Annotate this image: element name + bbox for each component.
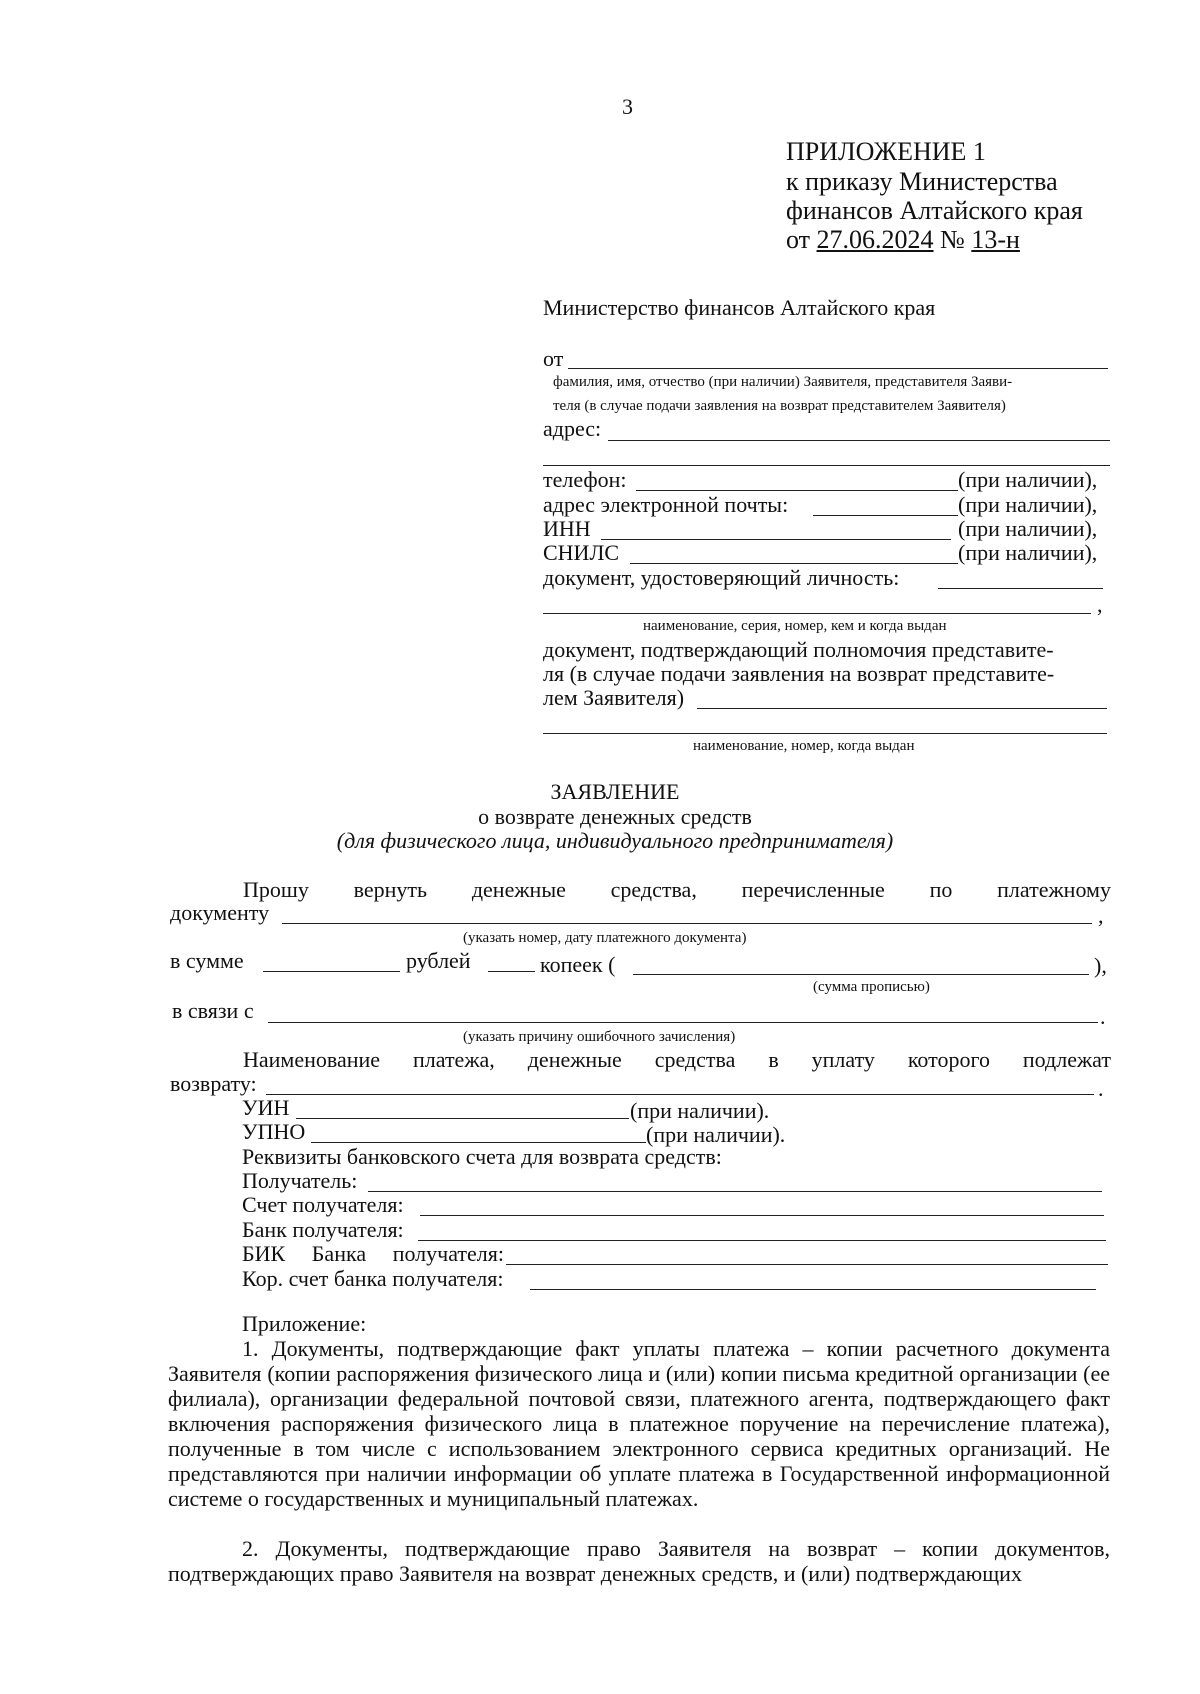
bik-field-line[interactable]	[506, 1264, 1108, 1265]
account-label: Счет получателя:	[242, 1192, 404, 1217]
upno-field-line[interactable]	[311, 1142, 646, 1143]
statement-note: (для физического лица, индивидуального предпринимателя)	[336, 828, 894, 853]
bik-word: получателя:	[392, 1241, 504, 1266]
kopecks-label: копеек (	[540, 952, 616, 977]
sum-hint: (сумма прописью)	[813, 979, 930, 995]
account-field-line[interactable]	[420, 1215, 1104, 1216]
payment-word: Наименование	[243, 1047, 381, 1072]
rep-doc-line-3: лем Заявителя)	[543, 685, 685, 710]
snils-field-line[interactable]	[630, 563, 958, 564]
request-word: Прошу	[243, 877, 309, 902]
id-doc-comma: ,	[1097, 592, 1103, 617]
request-word: вернуть	[353, 877, 428, 902]
appendix-title: ПРИЛОЖЕНИЕ 1	[786, 137, 986, 166]
id-doc-field-line-2[interactable]	[543, 613, 1091, 614]
snils-label: СНИЛС	[543, 540, 620, 565]
attachment-item-1: 1. Документы, подтверждающие факт уплаты платежа – копии расчетного документа Заявителя (копии распоряжения физического лица и (или) копии письма кредитной организации (ее филиала), организации федеральной почтовой связи, платежного агента, подтверждающего факт включения распоряжения физического лица в платежное поручение на перечисление платежа), полученные в том числе с использованием электронного сервиса кредитных организаций. Не представляются при наличии информации об уплате платежа в Государственной информационной системе о государственных и муниципальный платежах.	[168, 1336, 1110, 1511]
sum-close-paren: ),	[1094, 953, 1107, 978]
inn-field-line[interactable]	[601, 539, 951, 540]
phone-label: телефон:	[543, 467, 627, 492]
bik-label	[242, 1241, 504, 1267]
payment-word: денежные	[527, 1047, 622, 1072]
date-prefix: от	[786, 225, 811, 254]
sum-label: в сумме	[170, 948, 244, 973]
address-label: адрес:	[543, 416, 602, 441]
request-line	[243, 877, 1111, 903]
email-field-line[interactable]	[813, 515, 958, 516]
snils-optional: (при наличии),	[958, 540, 1098, 565]
number-sign: №	[940, 225, 965, 254]
refund-field-line[interactable]	[266, 1094, 1094, 1095]
rep-doc-field-line[interactable]	[697, 708, 1107, 709]
payment-name-line	[243, 1047, 1111, 1073]
document-hint: (указать номер, дату платежного документа)	[463, 930, 747, 946]
sum-words-line[interactable]	[633, 974, 1089, 975]
from-field-line[interactable]	[568, 368, 1108, 369]
document-field-line[interactable]	[282, 923, 1092, 924]
rep-doc-line-1: документ, подтверждающий полномочия представите-	[543, 637, 1054, 662]
rubles-label: рублей	[406, 948, 471, 973]
page-number: 3	[622, 94, 633, 119]
id-doc-label: документ, удостоверяющий личность:	[543, 565, 900, 590]
from-label: от	[543, 346, 564, 371]
email-optional: (при наличии),	[958, 492, 1098, 517]
bank-label: Банк получателя:	[242, 1217, 404, 1242]
reason-label: в связи с	[172, 998, 254, 1023]
document-comma: ,	[1098, 903, 1104, 928]
payment-word: уплату	[811, 1047, 875, 1072]
uin-label: УИН	[242, 1095, 290, 1120]
phone-field-line[interactable]	[636, 490, 958, 491]
from-hint-2: теля (в случае подачи заявления на возврат представителем Заявителя)	[553, 398, 1006, 414]
payment-word: в	[768, 1047, 779, 1072]
bik-word: Банка	[311, 1241, 367, 1266]
request-word: средства,	[610, 877, 697, 902]
from-hint-1: фамилия, имя, отчество (при наличии) Заявителя, представителя Заяви-	[553, 374, 1013, 390]
address-field-line-2[interactable]	[543, 465, 1110, 466]
refund-label: возврату:	[170, 1071, 257, 1096]
appendix-line-1: к приказу Министерства	[786, 167, 1058, 196]
inn-label: ИНН	[543, 516, 591, 541]
id-doc-hint: наименование, серия, номер, кем и когда выдан	[643, 618, 947, 634]
payment-word: платежа,	[413, 1047, 495, 1072]
payment-word: средства	[654, 1047, 736, 1072]
request-word: платежному	[997, 877, 1111, 902]
attachment-item-2: 2. Документы, подтверждающие право Заявителя на возврат – копии документов, подтверждающих право Заявителя на возврат денежных средств, и (или) подтверждающих	[168, 1536, 1110, 1586]
appendix-date-line	[786, 225, 1020, 255]
sum-kopecks-line[interactable]	[488, 971, 535, 972]
reason-hint: (указать причину ошибочного зачисления)	[463, 1029, 736, 1045]
id-doc-field-line[interactable]	[938, 588, 1103, 589]
request-word: по	[929, 877, 953, 902]
order-number: 13-н	[971, 225, 1020, 254]
payment-word: которого	[907, 1047, 990, 1072]
bank-details-label: Реквизиты банковского счета для возврата средств:	[242, 1144, 722, 1169]
bank-field-line[interactable]	[418, 1240, 1106, 1241]
corr-account-field-line[interactable]	[530, 1289, 1096, 1290]
reason-field-line[interactable]	[268, 1022, 1098, 1023]
rep-doc-line-2: ля (в случае подачи заявления на возврат представите-	[543, 661, 1055, 686]
statement-subtitle: о возврате денежных средств	[478, 804, 752, 829]
order-date: 27.06.2024	[816, 225, 934, 254]
appendix-line-2: финансов Алтайского края	[786, 196, 1083, 225]
uin-field-line[interactable]	[296, 1118, 629, 1119]
ministry-name: Министерство финансов Алтайского края	[543, 295, 936, 320]
upno-label: УПНО	[242, 1119, 306, 1144]
document-label: документу	[170, 900, 270, 925]
upno-optional: (при наличии).	[646, 1122, 786, 1147]
recipient-field-line[interactable]	[368, 1191, 1102, 1192]
corr-account-label: Кор. счет банка получателя:	[242, 1266, 504, 1291]
payment-word: подлежат	[1022, 1047, 1111, 1072]
refund-period: .	[1098, 1076, 1104, 1101]
attachments-title: Приложение:	[242, 1311, 367, 1336]
recipient-label: Получатель:	[242, 1168, 358, 1193]
address-field-line[interactable]	[608, 440, 1110, 441]
request-word: перечисленные	[741, 877, 885, 902]
uin-optional: (при наличии).	[630, 1098, 770, 1123]
request-word: денежные	[471, 877, 566, 902]
email-label: адрес электронной почты:	[543, 492, 789, 517]
rep-doc-hint: наименование, номер, когда выдан	[693, 738, 915, 754]
rep-doc-field-line-2[interactable]	[543, 733, 1107, 734]
bik-word: БИК	[242, 1241, 286, 1266]
phone-optional: (при наличии),	[958, 467, 1098, 492]
sum-rubles-line[interactable]	[263, 971, 400, 972]
inn-optional: (при наличии),	[958, 516, 1098, 541]
reason-period: .	[1100, 1004, 1106, 1029]
statement-title: ЗАЯВЛЕНИЕ	[550, 779, 680, 804]
